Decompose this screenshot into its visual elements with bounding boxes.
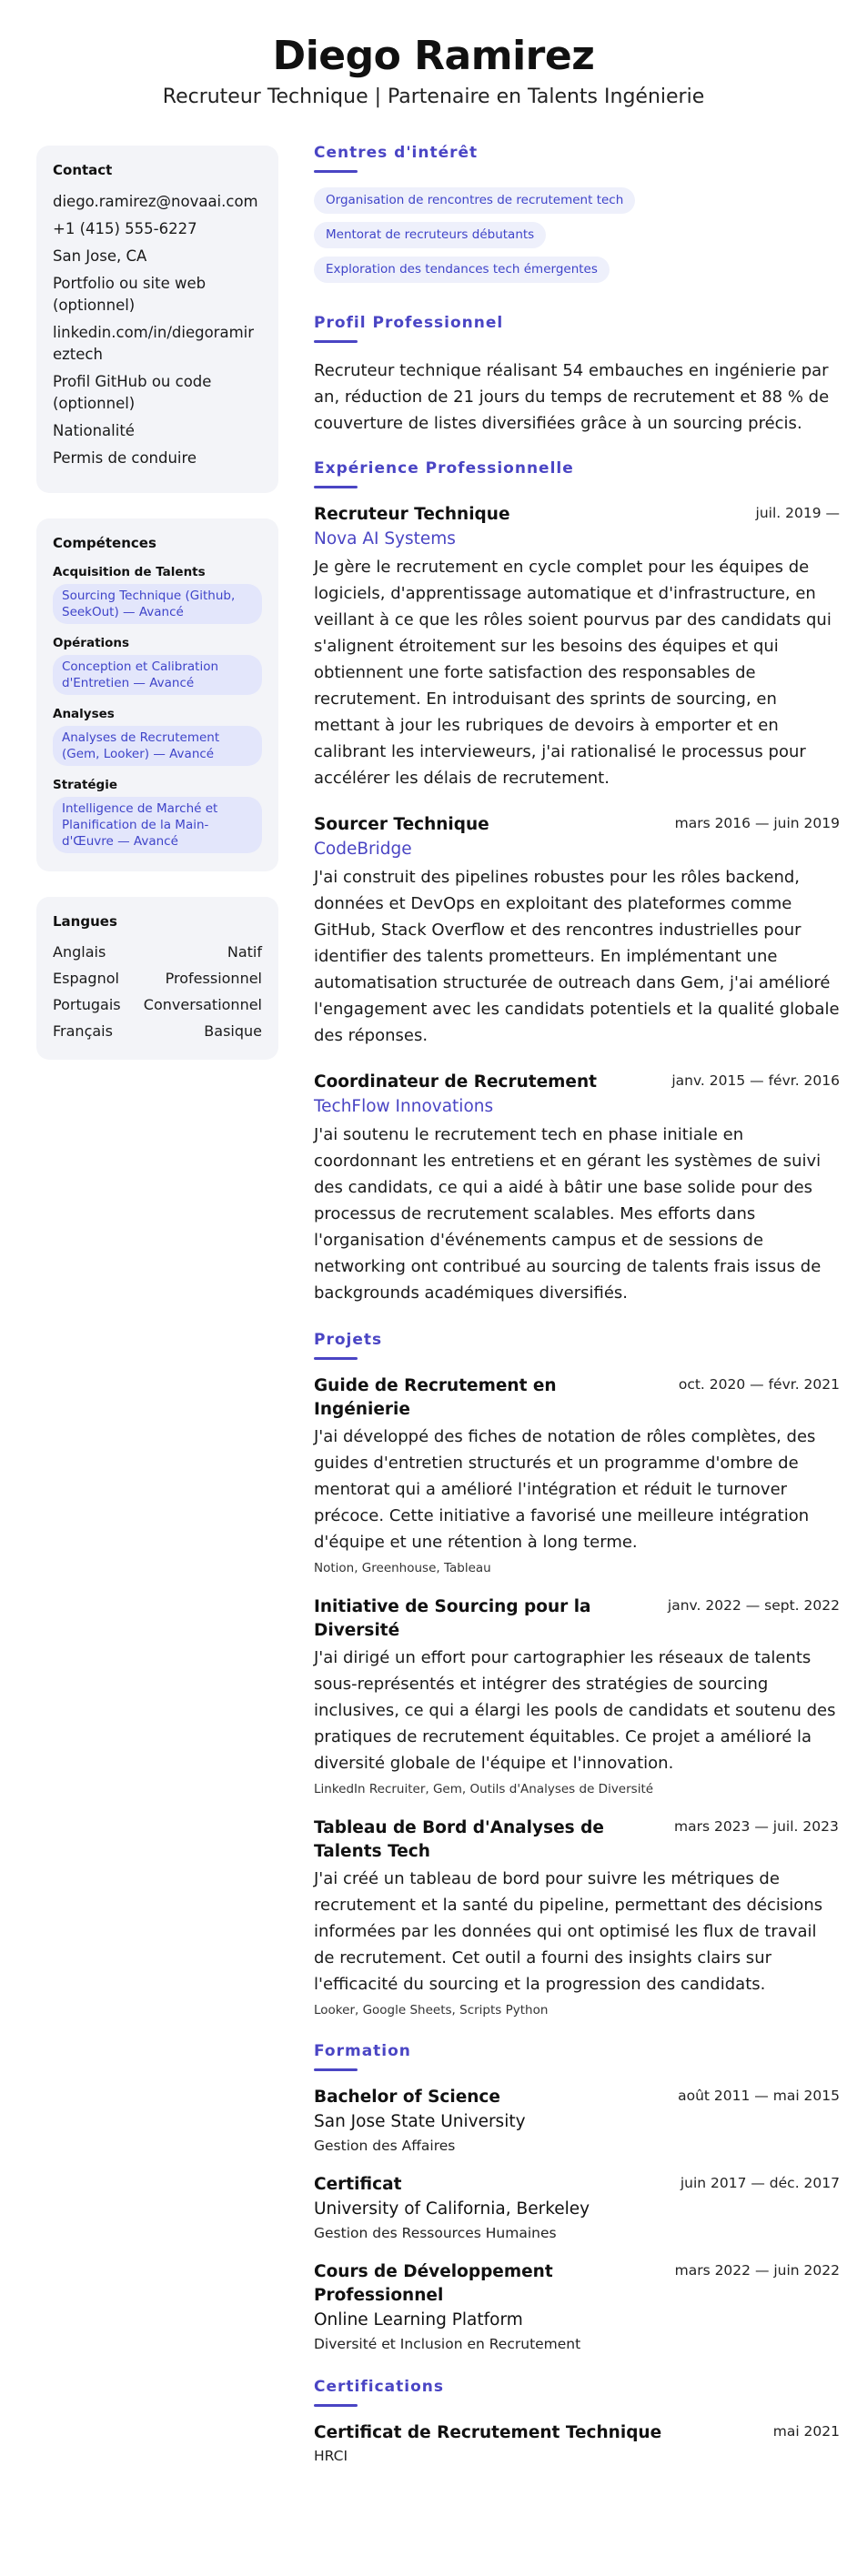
school-name: San Jose State University xyxy=(314,2112,526,2131)
degree-name: Bachelor of Science xyxy=(314,2088,500,2107)
project-dates: janv. 2022 — sept. 2022 xyxy=(667,1597,840,1614)
language-name: Français xyxy=(53,1022,113,1040)
certification-date: mai 2021 xyxy=(772,2423,840,2440)
section-divider xyxy=(314,2068,358,2071)
certifications-section xyxy=(314,2375,840,2467)
section-divider xyxy=(314,340,358,343)
education-dates: juin 2017 — déc. 2017 xyxy=(680,2175,840,2191)
education-entry xyxy=(314,2260,840,2355)
language-level: Natif xyxy=(227,943,262,961)
education-entry xyxy=(314,2086,840,2157)
job-title: Coordinateur de Recrutement xyxy=(314,1072,597,1092)
project-tools: LinkedIn Recruiter, Gem, Outils d'Analyses de Diversité xyxy=(314,1782,654,1796)
project-description: J'ai dirigé un effort pour cartographier les réseaux de talents sous-représentés et intégrer des stratégies de sourcing inclusives, ce qui a élargi les pools de candidats et soutenu des pratiques de recrutement équitables. Ce projet a amélioré la diversité globale de l'équipe et l'innovation. xyxy=(314,1648,836,1773)
project-name: Guide de Recrutement en Ingénierie xyxy=(314,1376,557,1419)
education-dates: août 2011 — mai 2015 xyxy=(678,2088,840,2104)
skill-chip: Intelligence de Marché et Planification de la Main-d'Œuvre — Avancé xyxy=(53,797,262,853)
interests-section xyxy=(314,141,840,291)
skill-chip: Analyses de Recrutement (Gem, Looker) — Avancé xyxy=(53,726,262,766)
project-entry xyxy=(314,1595,840,1798)
section-title: Projets xyxy=(314,1331,383,1349)
language-row xyxy=(53,1021,262,1041)
project-name: Initiative de Sourcing pour la Diversité xyxy=(314,1597,591,1640)
profile-section xyxy=(314,311,840,437)
projects-section xyxy=(314,1328,840,2019)
certification-issuer: HRCI xyxy=(314,2448,348,2464)
interests-list xyxy=(314,187,840,291)
language-row xyxy=(53,942,262,962)
experience-entry xyxy=(314,503,840,791)
job-description: Je gère le recrutement en cycle complet pour les équipes de logiciels, d'apprentissage automatique et d'infrastructure, en veillant à ce que les rôles soient pourvus par des candidats qui s'alignent étroitement sur les besoins des équipes et qui obtiennent une forte satisfaction des responsables de recrutement. En introduisant des sprints de sourcing, en mettant à jour les rubriques de devoirs à emporter et en calibrant les intervieweurs, j'ai rationalisé le processus pour accélérer les délais de recrutement. xyxy=(314,558,832,788)
resume-header xyxy=(0,0,867,116)
project-description: J'ai créé un tableau de bord pour suivre les métriques de recrutement et la santé du pipeline, permettant des décisions informées par les données qui ont optimisé les flux de travail de recrutement. Cet outil a fourni des insights clairs sur l'efficacité du sourcing et la progression des candidats. xyxy=(314,1869,823,1994)
school-name: University of California, Berkeley xyxy=(314,2199,590,2219)
language-row xyxy=(53,969,262,989)
skill-group-title: Analyses xyxy=(53,707,115,721)
job-title: Sourcer Technique xyxy=(314,815,489,834)
job-dates: juil. 2019 — xyxy=(755,505,840,521)
project-entry xyxy=(314,1374,840,1577)
languages-title: Langues xyxy=(53,913,117,930)
skills-card xyxy=(36,518,278,871)
skill-group-title: Acquisition de Talents xyxy=(53,565,206,579)
job-description: J'ai soutenu le recrutement tech en phase initiale en coordonnant les entretiens et en gérant les systèmes de suivi des candidats, ce qui a aidé à bâtir une base solide pour des processus de recrutement scalables. Mes efforts dans l'organisation d'événements campus et de sessions de networking ont contribué au sourcing de talents frais issus de backgrounds académiques diversifiés. xyxy=(314,1125,822,1303)
section-divider xyxy=(314,2404,358,2407)
job-dates: mars 2016 — juin 2019 xyxy=(674,815,840,831)
section-divider xyxy=(314,486,358,488)
skill-group-title: Opérations xyxy=(53,636,130,650)
project-name: Tableau de Bord d'Analyses de Talents Tech xyxy=(314,1818,604,1861)
section-title: Certifications xyxy=(314,2378,444,2396)
project-tools: Looker, Google Sheets, Scripts Python xyxy=(314,2003,549,2018)
section-title: Centres d'intérêt xyxy=(314,144,479,162)
interest-chip: Mentorat de recruteurs débutants xyxy=(314,222,546,248)
sidebar xyxy=(36,146,278,1085)
contact-email[interactable]: diego.ramirez@novaai.com xyxy=(53,193,258,210)
interest-chip: Organisation de rencontres de recrutement tech xyxy=(314,187,635,214)
contact-license: Permis de conduire xyxy=(53,449,197,467)
project-tools: Notion, Greenhouse, Tableau xyxy=(314,1561,491,1575)
section-divider xyxy=(314,170,358,173)
skill-group xyxy=(53,777,262,853)
company-name: TechFlow Innovations xyxy=(314,1097,494,1116)
language-name: Espagnol xyxy=(53,970,119,987)
project-dates: oct. 2020 — févr. 2021 xyxy=(678,1376,840,1393)
contact-phone[interactable]: +1 (415) 555-6227 xyxy=(53,220,197,237)
candidate-name: Diego Ramirez xyxy=(272,33,595,79)
contact-github: Profil GitHub ou code (optionnel) xyxy=(53,373,212,412)
language-level: Basique xyxy=(204,1022,262,1040)
company-name: CodeBridge xyxy=(314,840,412,859)
job-title: Recruteur Technique xyxy=(314,505,510,524)
language-name: Portugais xyxy=(53,996,121,1013)
job-dates: janv. 2015 — févr. 2016 xyxy=(671,1072,840,1089)
contact-card xyxy=(36,146,278,493)
contact-linkedin[interactable]: linkedin.com/in/diegoramireztech xyxy=(53,324,255,363)
education-dates: mars 2022 — juin 2022 xyxy=(674,2262,840,2279)
field-of-study: Gestion des Ressources Humaines xyxy=(314,2225,557,2241)
contact-portfolio: Portfolio ou site web (optionnel) xyxy=(53,275,207,314)
skill-group xyxy=(53,564,262,624)
language-row xyxy=(53,995,262,1015)
section-title: Profil Professionnel xyxy=(314,314,504,332)
contact-location: San Jose, CA xyxy=(53,247,147,265)
interest-chip: Exploration des tendances tech émergentes xyxy=(314,257,610,283)
skill-group xyxy=(53,706,262,766)
section-title: Formation xyxy=(314,2042,411,2060)
field-of-study: Gestion des Affaires xyxy=(314,2138,456,2154)
school-name: Online Learning Platform xyxy=(314,2310,523,2329)
main-content xyxy=(314,141,840,2489)
experience-section xyxy=(314,457,840,1306)
languages-card xyxy=(36,897,278,1060)
company-name: Nova AI Systems xyxy=(314,529,456,548)
section-title: Expérience Professionnelle xyxy=(314,459,574,478)
job-description: J'ai construit des pipelines robustes pour les rôles backend, données et DevOps en exploitant des plateformes comme GitHub, Stack Overflow et des rencontres industrielles pour identifier des talents prometteurs. En implémentant une automatisation structurée de outreach dans Gem, j'ai amélioré l'engagement avec les candidats potentiels et la qualité globale des réponses. xyxy=(314,868,840,1045)
contact-nationality: Nationalité xyxy=(53,422,135,439)
experience-entry xyxy=(314,813,840,1049)
section-divider xyxy=(314,1357,358,1360)
education-entry xyxy=(314,2173,840,2244)
project-dates: mars 2023 — juil. 2023 xyxy=(674,1818,839,1835)
project-description: J'ai développé des fiches de notation de rôles complètes, des guides d'entretien structurés et un programme d'ombre de mentorat qui a amélioré l'intégration et réduit le turnover précoce. Cette initiative a favorisé une meilleure intégration d'équipe et une rétention à long terme. xyxy=(314,1427,816,1552)
education-section xyxy=(314,2039,840,2355)
degree-name: Cours de Développement Professionnel xyxy=(314,2262,553,2305)
language-name: Anglais xyxy=(53,943,106,961)
skill-chip: Conception et Calibration d'Entretien — Avancé xyxy=(53,655,262,695)
language-level: Professionnel xyxy=(165,970,262,987)
skill-chip: Sourcing Technique (Github, SeekOut) — Avancé xyxy=(53,584,262,624)
profile-summary: Recruteur technique réalisant 54 embauches en ingénierie par an, réduction de 21 jours du temps de recrutement et 88 % de couverture de listes diversifiées grâce à un sourcing précis. xyxy=(314,361,830,433)
skill-group xyxy=(53,635,262,695)
field-of-study: Diversité et Inclusion en Recrutement xyxy=(314,2336,581,2352)
degree-name: Certificat xyxy=(314,2175,402,2194)
skill-group-title: Stratégie xyxy=(53,778,118,792)
contact-title: Contact xyxy=(53,162,113,178)
skills-title: Compétences xyxy=(53,535,156,551)
candidate-headline: Recruteur Technique | Partenaire en Talents Ingénierie xyxy=(162,86,705,108)
experience-entry xyxy=(314,1071,840,1306)
project-entry xyxy=(314,1816,840,2019)
certification-name: Certificat de Recrutement Technique xyxy=(314,2423,662,2442)
certification-entry xyxy=(314,2421,840,2467)
language-level: Conversationnel xyxy=(143,996,262,1013)
